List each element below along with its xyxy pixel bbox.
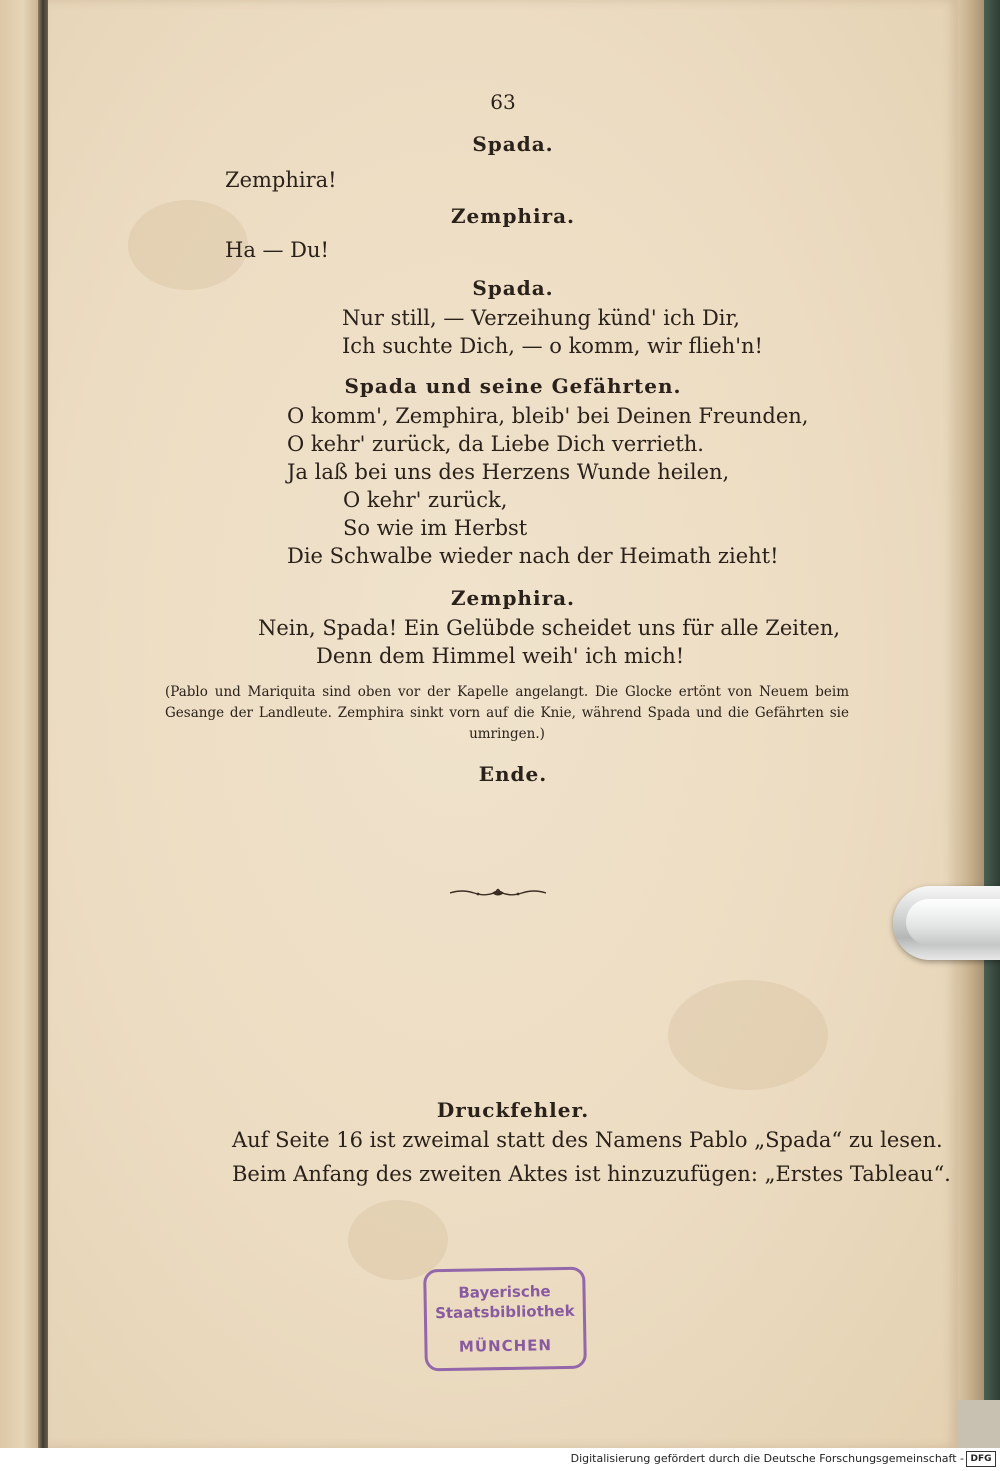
metal-page-clip-highlight bbox=[906, 899, 1000, 945]
stamp-line: Staatsbibliothek bbox=[434, 1301, 575, 1323]
errata-line: Auf Seite 16 ist zweimal statt des Namens Pablo „Spada“ zu lesen. bbox=[232, 1128, 943, 1152]
speaker-heading: Zemphira. bbox=[450, 586, 576, 610]
book-gutter bbox=[38, 0, 48, 1448]
errata-line: Beim Anfang des zweiten Aktes ist hinzuzufügen: „Erstes Tableau“. bbox=[232, 1162, 951, 1186]
dialogue-line: Zemphira! bbox=[225, 168, 337, 192]
paper-stain bbox=[668, 980, 828, 1090]
end-marker: Ende. bbox=[478, 762, 548, 786]
verse-line: Ja laß bei uns des Herzens Wunde heilen, bbox=[287, 460, 730, 484]
library-stamp bbox=[423, 1267, 587, 1372]
dfg-logo: DFG bbox=[966, 1451, 996, 1467]
footer-credit: Digitalisierung gefördert durch die Deutsche Forschungsgemeinschaft - bbox=[570, 1452, 964, 1465]
facing-page-edge bbox=[0, 0, 38, 1448]
verse-line: O kehr' zurück, da Liebe Dich verrieth. bbox=[287, 432, 704, 456]
stamp-line: Bayerische bbox=[458, 1282, 551, 1302]
speaker-heading: Spada und seine Gefährten. bbox=[344, 374, 682, 398]
verse-line: Die Schwalbe wieder nach der Heimath zieht! bbox=[287, 544, 779, 568]
errata-heading: Druckfehler. bbox=[436, 1098, 590, 1122]
verse-line: Nein, Spada! Ein Gelübde scheidet uns für alle Zeiten, bbox=[258, 616, 841, 640]
verse-line: Denn dem Himmel weih' ich mich! bbox=[316, 644, 685, 668]
stamp-line: MÜNCHEN bbox=[458, 1336, 553, 1356]
ornament-divider bbox=[448, 886, 548, 900]
speaker-heading: Zemphira. bbox=[450, 204, 576, 228]
dialogue-line: Ha — Du! bbox=[225, 238, 329, 262]
book-cover-board bbox=[984, 0, 1000, 1400]
verse-line: Ich suchte Dich, — o komm, wir flieh'n! bbox=[342, 334, 763, 358]
verse-line: O komm', Zemphira, bleib' bei Deinen Freunden, bbox=[287, 404, 809, 428]
paper-stain bbox=[348, 1200, 448, 1280]
verse-line: O kehr' zurück, bbox=[343, 488, 508, 512]
page-number: 63 bbox=[490, 90, 516, 114]
verse-line: Nur still, — Verzeihung künd' ich Dir, bbox=[342, 306, 740, 330]
stage-direction: (Pablo und Mariquita sind oben vor der Kapelle angelangt. Die Glocke ertönt von Neuem beim Gesange der Landleute. Zemphira sinkt vorn auf die Knie, während Spada und die Gefährten sie umringen.) bbox=[165, 684, 849, 742]
speaker-heading: Spada. bbox=[472, 132, 554, 156]
verse-line: So wie im Herbst bbox=[343, 516, 528, 540]
speaker-heading: Spada. bbox=[472, 276, 554, 300]
